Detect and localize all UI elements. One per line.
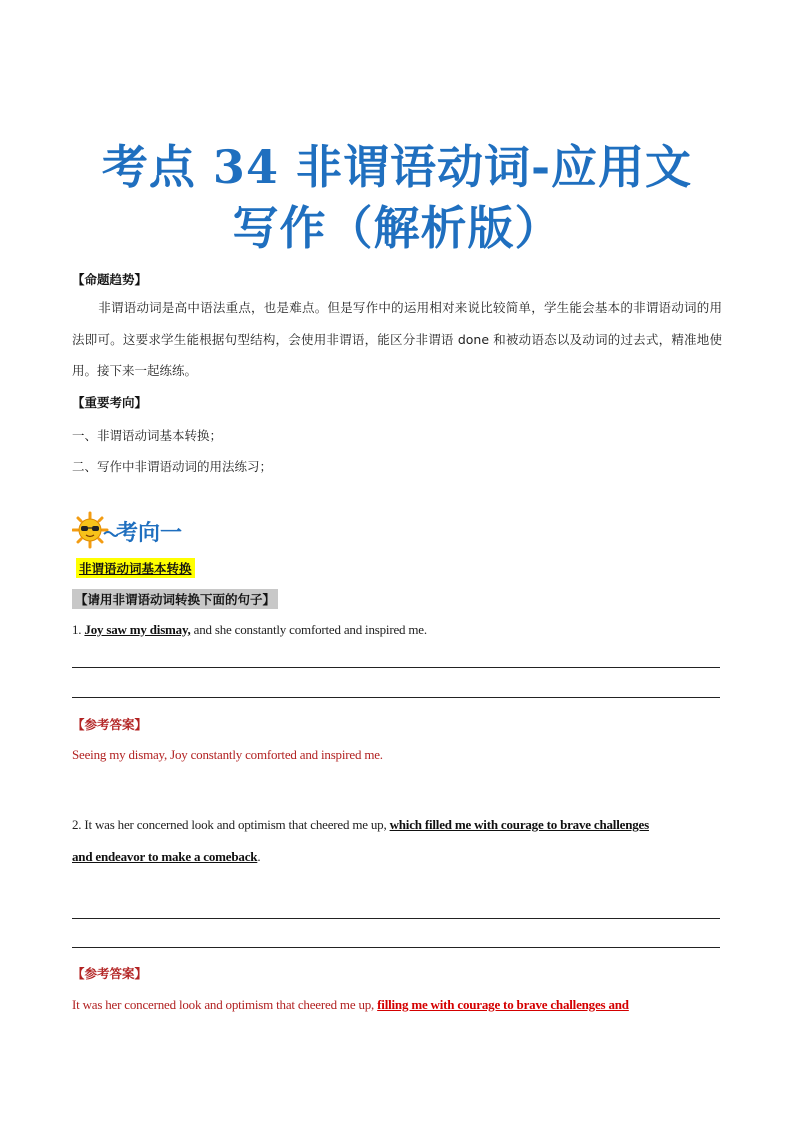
answer-line[interactable] — [72, 918, 720, 919]
trend-label: 【命题趋势】 — [72, 272, 148, 287]
answer-1-label: 【参考答案】 — [72, 717, 148, 732]
answer-line[interactable] — [72, 697, 720, 698]
question-2-bold-part-1: which filled me with courage to brave challenges — [389, 817, 649, 832]
question-2-prefix: 2. It was her concerned look and optimism that cheered me up, — [72, 817, 390, 832]
answer-2-prefix: It was her concerned look and optimism that cheered me up, — [72, 997, 378, 1012]
answer-1-text: Seeing my dismay, Joy constantly comforted and inspired me. — [72, 747, 383, 762]
answer-2-text — [72, 997, 724, 1013]
question-1-number: 1. — [72, 622, 82, 637]
answer-line[interactable] — [72, 947, 720, 948]
answer-2-label: 【参考答案】 — [72, 966, 148, 981]
section-highlight-heading: 非谓语动词基本转换 — [76, 558, 195, 578]
important-item-1: 一、非谓语动词基本转换； — [72, 428, 223, 443]
question-2 — [72, 809, 724, 873]
question-2-bold-part-2: and endeavor to make a comeback — [72, 849, 258, 864]
page-title-line-1: 考点 34 非谓语动词-应用文 — [101, 140, 693, 194]
answer-line[interactable] — [72, 667, 720, 668]
section-header — [72, 510, 183, 550]
section-title: 考向一 — [116, 521, 183, 546]
trend-paragraph — [72, 292, 722, 387]
page-title-line-2: 写作（解析版） — [232, 201, 562, 255]
answer-2-bold-part: filling me with courage to brave challenges and — [377, 997, 629, 1012]
trend-text: 非谓语动词是高中语法重点，也是难点。但是写作中的运用相对来说比较简单，学生能会基本的非谓语动词的用法即可。这要求学生能根据句型结构，会使用非谓语，能区分非谓语 done 和被动语态以及动词的过去式，精准地使用。接下来一起练练。 — [72, 300, 722, 378]
important-item-2: 二、写作中非谓语动词的用法练习； — [72, 459, 273, 474]
important-label: 【重要考向】 — [72, 395, 148, 410]
question-1-rest: and she constantly comforted and inspired me. — [190, 622, 427, 637]
instruction-label: 【请用非谓语动词转换下面的句子】 — [72, 589, 278, 609]
question-1 — [72, 622, 724, 638]
sun-icon — [72, 510, 118, 550]
question-1-bold-part: Joy saw my dismay, — [84, 622, 191, 637]
question-2-suffix: . — [257, 849, 261, 864]
